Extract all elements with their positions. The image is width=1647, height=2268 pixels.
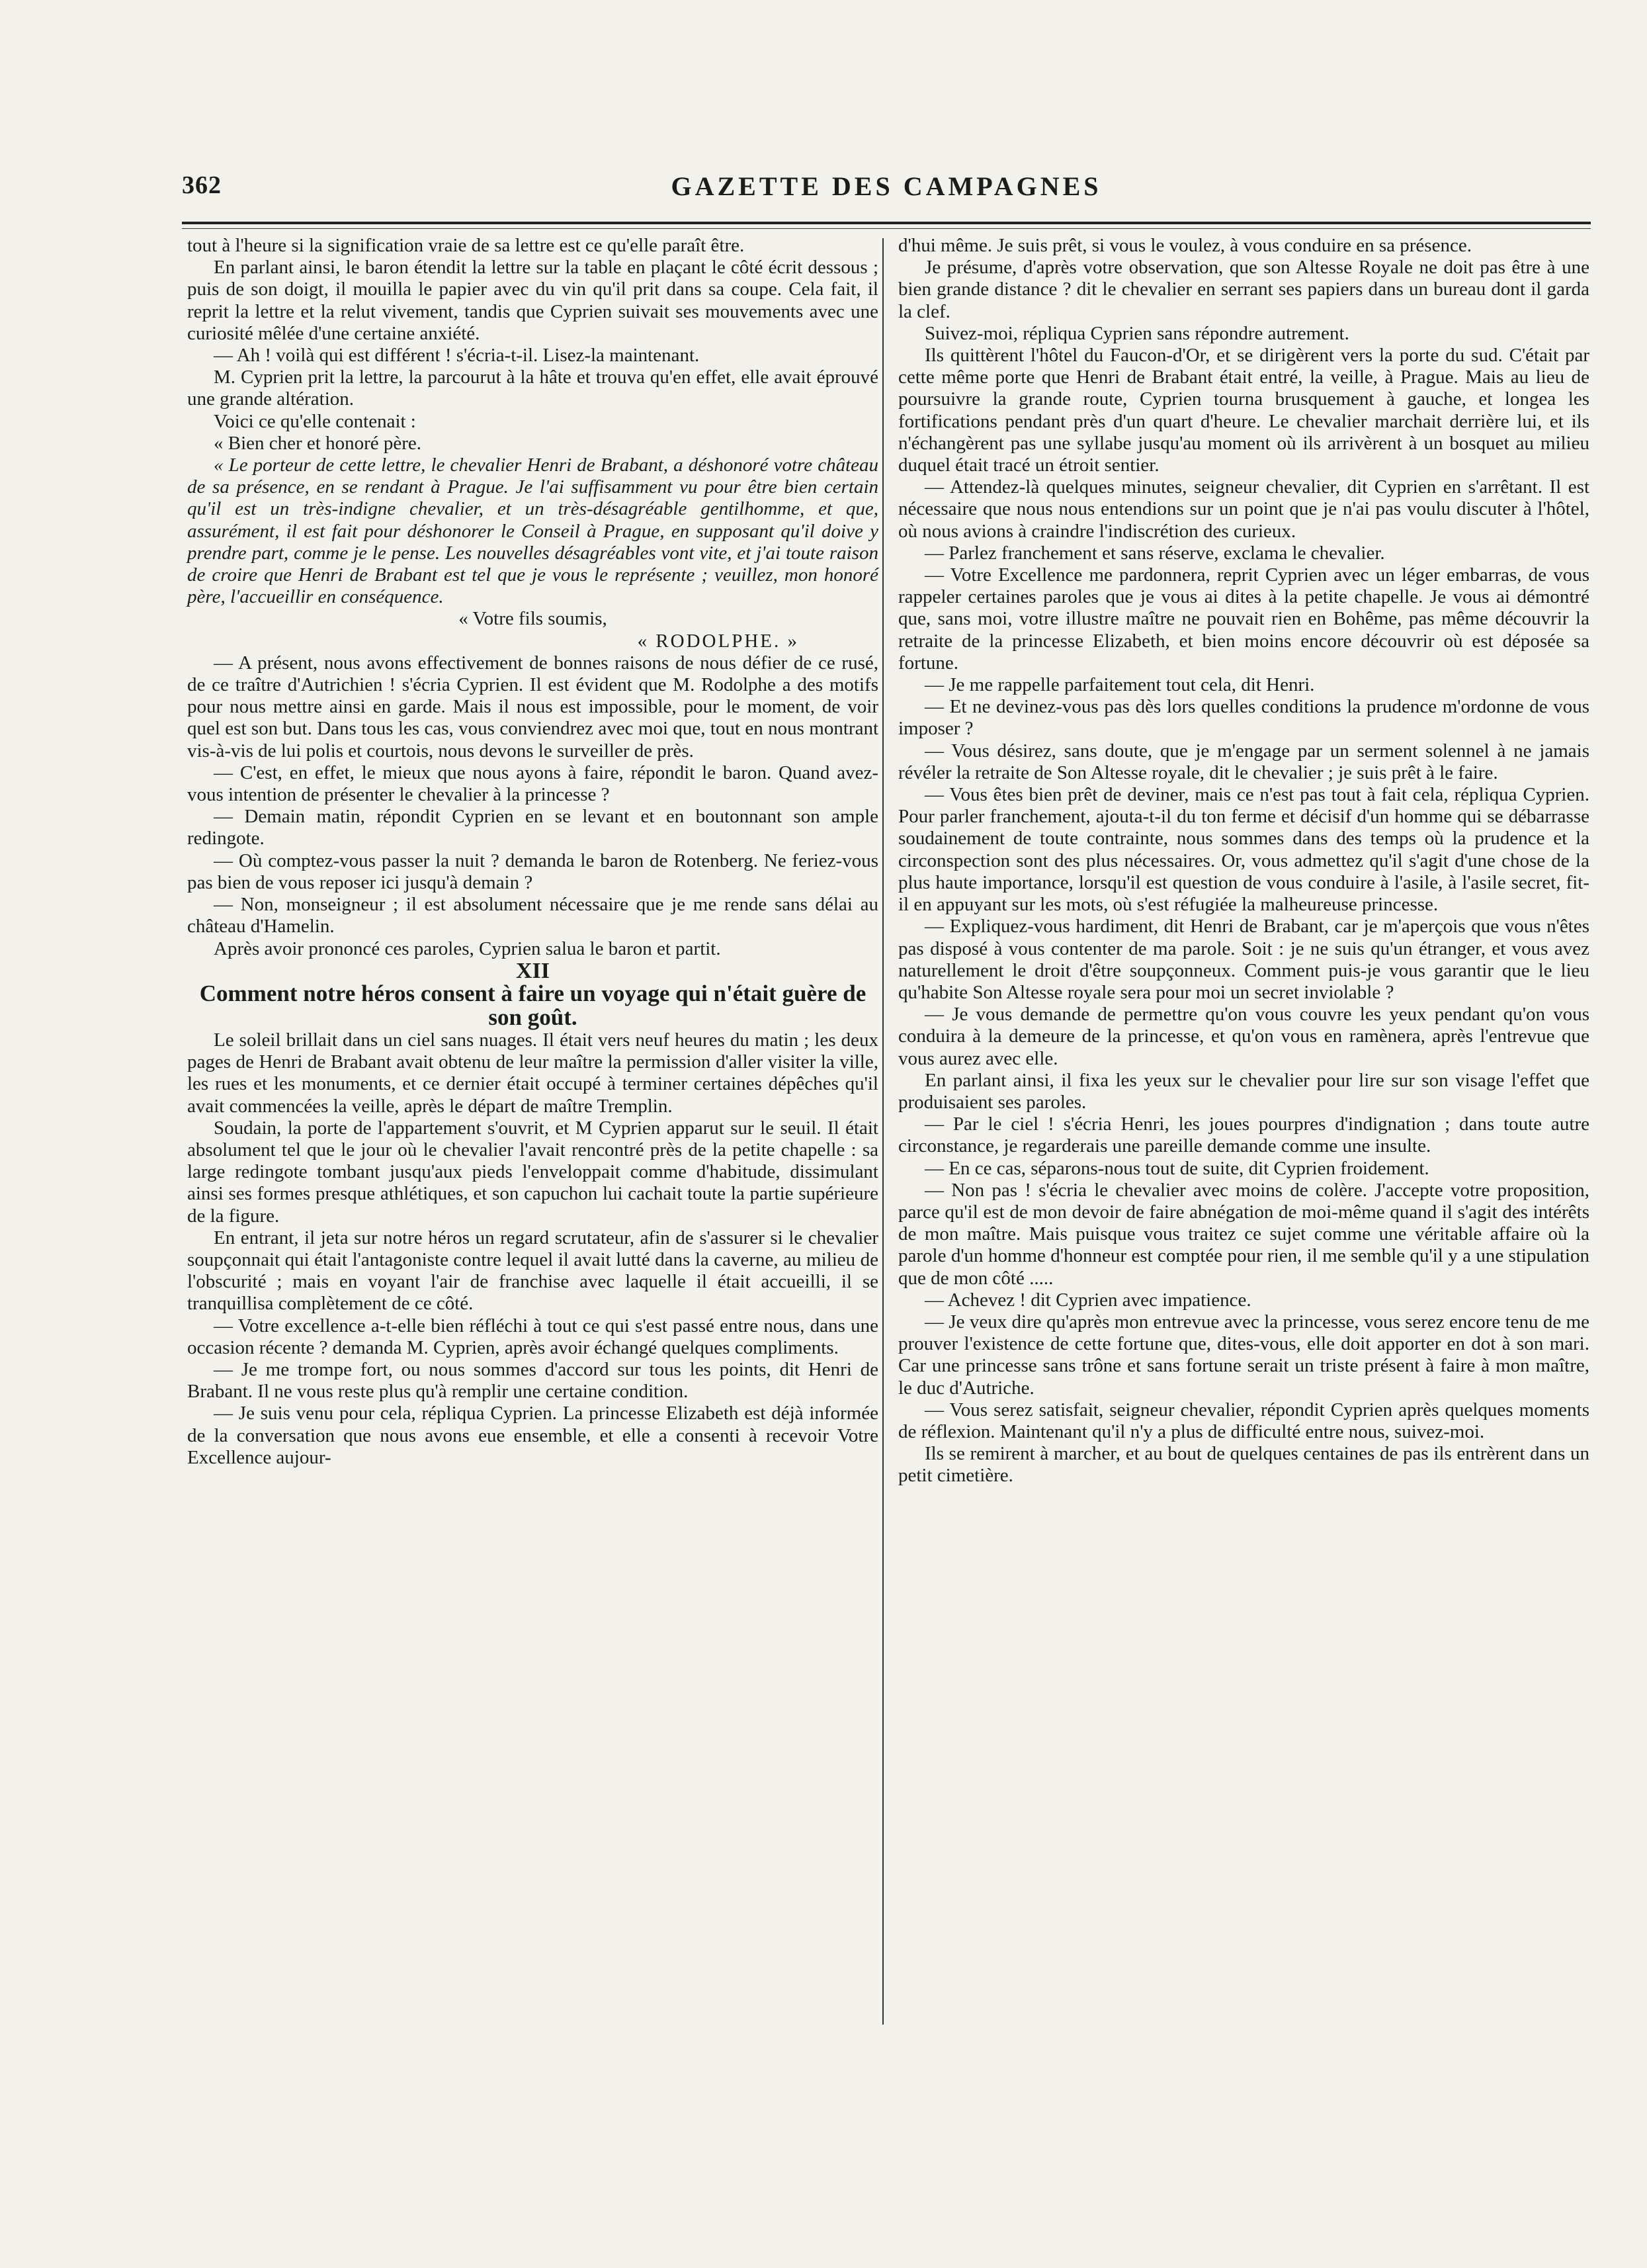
paragraph: Après avoir prononcé ces paroles, Cyprien salua le baron et partit. <box>214 938 721 959</box>
paragraph: Le soleil brillait dans un ciel sans nuages. Il était vers neuf heures du matin ; les deux pages de Henri de Brabant avait obtenu de leur maître la permission d'aller visiter la ville, les rues et les monuments, et ce dernier était occupé à terminer certaines dépêches qu'il avait commencées la veille, après le départ de maître Tremplin. <box>187 1029 878 1117</box>
paragraph: — Et ne devinez-vous pas dès lors quelles conditions la prudence m'ordonne de vous imposer ? <box>898 696 1589 740</box>
paragraph: — Où comptez-vous passer la nuit ? demanda le baron de Rotenberg. Ne feriez-vous pas bien de vous reposer ici jusqu'à demain ? <box>187 850 878 893</box>
paragraph: — Votre Excellence me pardonnera, reprit Cyprien avec un léger embarras, de vous rappeler certaines paroles que je vous ai dites à la petite chapelle. Je vous ai démontré que, sans moi, votre illustre maître ne pouvait rien en Bohême, pas même découvrir la retraite de la princesse Elizabeth, et bien moins encore découvrir où est déposée sa fortune. <box>898 564 1589 674</box>
letter-signature: « RODOLPHE. » <box>637 630 799 652</box>
paragraph: — Je vous demande de permettre qu'on vous couvre les yeux pendant qu'on vous conduira à la demeure de la princesse, et qu'on vous en ramènera, après l'entrevue que vous aurez avec elle. <box>898 1004 1589 1069</box>
paragraph: — A présent, nous avons effectivement de bonnes raisons de nous défier de ce rusé, de ce traître d'Autrichien ! s'écria Cyprien. Il est évident que M. Rodolphe a des motifs pour nous mettre ainsi en garde. Mais il nous est impossible, pour le moment, de voir quel est son but. Dans tous les cas, vous conviendrez avec moi que, tout en nous montrant vis-à-vis de lui polis et courtois, nous devons le surveiller de près. <box>187 652 878 762</box>
paragraph: d'hui même. Je suis prêt, si vous le voulez, à vous conduire en sa présence. <box>898 235 1472 256</box>
paragraph: En entrant, il jeta sur notre héros un regard scrutateur, afin de s'assurer si le chevalier soupçonnait qui était l'antagoniste contre lequel il avait lutté dans la caverne, au milieu de l'obscurité ; mais en voyant l'air de franchise avec laquelle il était accueilli, il se tranquillisa complètement de ce côté. <box>187 1227 878 1315</box>
page-header <box>182 171 1591 210</box>
paragraph: — Vous désirez, sans doute, que je m'engage par un serment solennel à ne jamais révéler la retraite de Son Altesse royale, dit le chevalier ; je suis prêt à le faire. <box>898 740 1589 783</box>
paragraph: — Par le ciel ! s'écria Henri, les joues pourpres d'indignation ; dans toute autre circonstance, je regarderais une pareille demande comme une insulte. <box>898 1113 1589 1157</box>
paragraph: — Je me rappelle parfaitement tout cela, dit Henri. <box>925 674 1315 696</box>
paragraph: tout à l'heure si la signification vraie de sa lettre est ce qu'elle paraît être. <box>187 235 745 256</box>
paragraph: — Achevez ! dit Cyprien avec impatience. <box>925 1289 1251 1311</box>
paragraph: — Ah ! voilà qui est différent ! s'écria-t-il. Lisez-la maintenant. <box>214 345 700 367</box>
right-column <box>898 235 1589 1487</box>
paragraph: — Votre excellence a-t-elle bien réfléchi à tout ce qui s'est passé entre nous, dans une occasion récente ? demanda M. Cyprien, après avoir échangé quelques compliments. <box>187 1315 878 1358</box>
paragraph: — Je suis venu pour cela, répliqua Cyprien. La princesse Elizabeth est déjà informée de la conversation que nous avons eue ensemble, et elle a consenti à recevoir Votre Excellence aujour- <box>187 1403 878 1468</box>
letter-quote: « Le porteur de cette lettre, le chevalier Henri de Brabant, a déshonoré votre château de sa présence, en se rendant à Prague. Je l'ai suffisamment vu pour être bien certain qu'il est un très-indigne chevalier, et un très-désagréable gentilhomme, et que, assurément, il est fait pour déshonorer le Conseil à Prague, en supposant qu'il doive y prendre part, comme je le pense. Les nouvelles désagréables vont vite, et j'ai toute raison de croire que Henri de Brabant est tel que je vous le représente ; veuillez, mon honoré père, l'accueillir en conséquence. <box>187 455 878 608</box>
paragraph: — C'est, en effet, le mieux que nous ayons à faire, répondit le baron. Quand avez-vous intention de présenter le chevalier à la princesse ? <box>187 762 878 806</box>
paragraph: M. Cyprien prit la lettre, la parcourut à la hâte et trouva qu'en effet, elle avait éprouvé une grande altération. <box>187 367 878 410</box>
header-rule-thin <box>182 228 1591 229</box>
journal-title: GAZETTE DES CAMPAGNES <box>671 171 1102 201</box>
page-number: 362 <box>182 171 222 199</box>
letter-closing: « Votre fils soumis, <box>458 608 607 630</box>
paragraph: — Non pas ! s'écria le chevalier avec moins de colère. J'accepte votre proposition, parce qu'il est de mon devoir de faire abnégation de moi-même quand il s'agit des intérêts de mon maître. Mais puisque vous traitez ce sujet comme une véritable affaire où la parole d'un homme d'honneur est comptée pour rien, il me semble qu'il y a une stipulation que de mon côté ..... <box>898 1179 1589 1289</box>
paragraph: Je présume, d'après votre observation, que son Altesse Royale ne doit pas être à une bien grande distance ? dit le chevalier en serrant ses papiers dans un bureau dont il garda la clef. <box>898 257 1589 322</box>
left-column <box>187 235 878 1469</box>
paragraph: — Expliquez-vous hardiment, dit Henri de Brabant, car je m'aperçois que vous n'êtes pas disposé à vous contenter de ma parole. Soit : je ne suis qu'un étranger, et vous avez naturellement le droit d'être soupçonneux. Comment puis-je vous garantir que le lieu qu'habite Son Altesse royale sera pour moi un secret inviolable ? <box>898 916 1589 1003</box>
paragraph: — Je veux dire qu'après mon entrevue avec la princesse, vous serez encore tenu de me prouver l'existence de cette fortune que, dites-vous, elle doit apporter en dot à son mari. Car une princesse sans trône et sans fortune serait un triste présent à faire à mon maître, le duc d'Autriche. <box>898 1311 1589 1399</box>
paragraph: — En ce cas, séparons-nous tout de suite, dit Cyprien froidement. <box>925 1157 1429 1179</box>
paragraph: — Attendez-là quelques minutes, seigneur chevalier, dit Cyprien en s'arrêtant. Il est nécessaire que nous nous entendions sur un point que je n'ai pas voulu discuter à l'hôtel, où nous avions à craindre l'indiscrétion des curieux. <box>898 476 1589 542</box>
header-rule <box>182 222 1591 224</box>
paragraph: — Vous êtes bien prêt de deviner, mais ce n'est pas tout à fait cela, répliqua Cyprien. Pour parler franchement, ajouta-t-il du ton ferme et décisif d'un homme qui se débarrasse soudainement de toute contrainte, nous sommes dans des temps où la prudence et la circonspection sont des plus nécessaires. Or, vous admettez qu'il s'agit d'une chose de la plus haute importance, lorsqu'il est question de vous conduire à l'asile, à l'asile secret, fit-il en appuyant sur les mots, où s'est réfugiée la malheureuse princesse. <box>898 784 1589 916</box>
paragraph: Ils quittèrent l'hôtel du Faucon-d'Or, et se dirigèrent vers la porte du sud. C'était par cette même porte que Henri de Brabant était entré, la veille, à Prague. Mais au lieu de poursuivre la grande route, Cyprien tourna brusquement à gauche, et longea les fortifications pendant près d'un quart d'heure. Le chevalier marchait derrière lui, et ils n'échangèrent pas une syllabe jusqu'au moment où ils arrivèrent à un bosquet au milieu duquel était tracé un étroit sentier. <box>898 345 1589 476</box>
paragraph: — Demain matin, répondit Cyprien en se levant et en boutonnant son ample redingote. <box>187 806 878 850</box>
paragraph: « Bien cher et honoré père. <box>214 432 422 454</box>
paragraph: — Vous serez satisfait, seigneur chevalier, répondit Cyprien après quelques moments de réflexion. Maintenant qu'il n'y a plus de difficulté entre nous, suivez-moi. <box>898 1399 1589 1442</box>
paragraph: — Je me trompe fort, ou nous sommes d'accord sur tous les points, dit Henri de Brabant. Il ne vous reste plus qu'à remplir une certaine condition. <box>187 1358 878 1403</box>
paragraph: En parlant ainsi, le baron étendit la lettre sur la table en plaçant le côté écrit dessous ; puis de son doigt, il mouilla le papier avec du vin qu'il prit dans sa coupe. Cela fait, il reprit la lettre et la relut vivement, tandis que Cyprien suivait ses mouvements avec une curiosité mêlée d'une certaine anxiété. <box>187 257 878 344</box>
paragraph: En parlant ainsi, il fixa les yeux sur le chevalier pour lire sur son visage l'effet que produisaient ses paroles. <box>898 1069 1589 1113</box>
paragraph: Soudain, la porte de l'appartement s'ouvrit, et M Cyprien apparut sur le seuil. Il était absolument tel que le jour où le chevalier l'avait rencontré près de la petite chapelle : sa large redingote tombant jusqu'aux pieds l'enveloppait comme d'habitude, dissimulant ainsi ses formes presque athlétiques, et son capuchon lui cachait toute la partie supérieure de la figure. <box>187 1117 878 1227</box>
paragraph: Ils se remirent à marcher, et au bout de quelques centaines de pas ils entrèrent dans un petit cimetière. <box>898 1443 1589 1487</box>
chapter-number: XII <box>515 958 550 983</box>
paragraph: Voici ce qu'elle contenait : <box>214 410 416 432</box>
paragraph: Suivez-moi, répliqua Cyprien sans répondre autrement. <box>925 322 1349 344</box>
column-divider <box>882 238 884 2025</box>
chapter-title: Comment notre héros consent à faire un voyage qui n'était guère de son goût. <box>199 980 866 1030</box>
paragraph: — Parlez franchement et sans réserve, exclama le chevalier. <box>925 542 1385 564</box>
paragraph: — Non, monseigneur ; il est absolument nécessaire que je me rende sans délai au château d'Hamelin. <box>187 894 878 938</box>
